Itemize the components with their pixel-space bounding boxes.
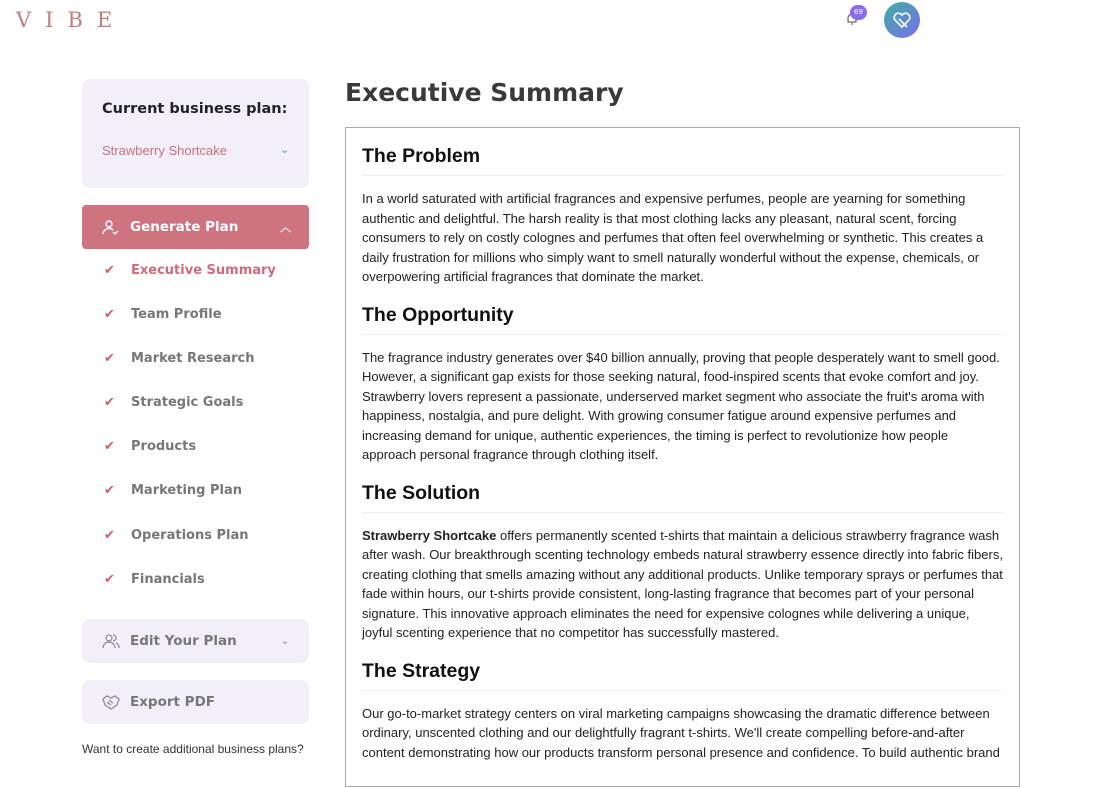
handshake-icon [102, 694, 120, 710]
edit-your-plan-button[interactable]: Edit Your Plan ⌄ [82, 619, 309, 663]
current-plan-card [82, 79, 309, 188]
section-body: The fragrance industry generates over $40 billion annually, proving that people desperately want to smell good. However, a significant gap exists for those seeking natural, food-inspired scents that evoke comfort and joy. Strawberry lovers represent a passionate, underserved market segment who associate the fruit's aroma with happiness, nostalgia, and pure delight. With growing consumer fatigue around expensive perfumes and increasing demand for unique, authentic experiences, the timing is perfect to revolutionize how people approach personal fragrance through clothing itself. [362, 349, 1000, 462]
product-name: Strawberry Shortcake [362, 527, 497, 543]
nav-executive-summary[interactable]: ✔ Executive Summary [104, 263, 276, 278]
section-body: In a world saturated with artificial fragrances and expensive perfumes, people are yearning for something authentic and delightful. The harsh reality is that most clothing lacks any pleasant, natural scent, forcing consumers to rely on costly colognes and perfumes that often feel overwhelming or synthetic. This creates a daily frustration for millions who simply want to smell naturally wonderful without the expense, chemicals, or overpowering artificial fragrances that dominate the market. [362, 191, 984, 284]
nav-financials[interactable]: ✔ Financials [104, 572, 205, 587]
export-pdf-button[interactable]: Export PDF [82, 680, 309, 724]
check-icon: ✔ [104, 483, 115, 498]
check-icon: ✔ [104, 351, 115, 366]
section-heading: The Opportunity [362, 287, 1003, 335]
current-plan-label: Current business plan: [102, 101, 288, 117]
generate-plan-label: Generate Plan [130, 219, 239, 235]
nav-market-research[interactable]: ✔ Market Research [104, 351, 255, 366]
check-icon: ✔ [104, 395, 115, 410]
nav-strategic-goals[interactable]: ✔ Strategic Goals [104, 395, 244, 410]
nav-operations-plan[interactable]: ✔ Operations Plan [104, 528, 249, 543]
users-icon [102, 633, 120, 649]
vibe-logo[interactable]: VIBE [16, 8, 127, 32]
additional-plans-text: Want to create additional business plans? [82, 742, 304, 756]
section-heading: The Solution [362, 465, 1003, 513]
nav-products[interactable]: ✔ Products [104, 439, 197, 454]
chevron-down-icon[interactable]: ⌄ [280, 143, 290, 156]
generate-plan-button[interactable] [82, 205, 309, 249]
chevron-down-icon: ⌄ [280, 635, 289, 647]
section-body: Our go-to-market strategy centers on viral marketing campaigns showcasing the dramatic difference between ordinary, unscented clothing and our delightfully fragrant t-shirts. We'll create compelling before-and-after content demonstrating how our products transform personal presence and confidence. To build authentic brand [362, 705, 1000, 760]
check-icon: ✔ [104, 572, 115, 587]
document-content[interactable] [345, 127, 1020, 787]
page-title: Executive Summary [345, 78, 624, 107]
chevron-up-icon: ︿ [280, 221, 291, 234]
nav-team-profile[interactable]: ✔ Team Profile [104, 307, 222, 322]
section-heading: The Problem [362, 128, 1003, 176]
check-icon: ✔ [104, 263, 115, 278]
plan-select[interactable]: Strawberry Shortcake [102, 143, 227, 158]
section-body: Strawberry Shortcake offers permanently scented t-shirts that maintain a delicious strawberry fragrance wash after wash. Our breakthrough scenting technology embeds natural strawberry essence directly into fabric fibers, creating clothing that smells amazing without any additional products. Unlike temporary sprays or perfumes that fade within hours, our t-shirts provide consistent, long-lasting fragrance that becomes part of your personal signature. This innovative approach eliminates the need for expensive colognes while delivering a unique, joyful scenting experience that no competitor has successfully mastered. [362, 527, 1003, 640]
heart-icon [893, 12, 911, 28]
section-heading: The Strategy [362, 643, 1003, 691]
check-icon: ✔ [104, 307, 115, 322]
avatar[interactable] [884, 2, 920, 38]
notification-badge: 69 [850, 5, 867, 20]
nav-marketing-plan[interactable]: ✔ Marketing Plan [104, 483, 243, 498]
user-check-icon [102, 219, 120, 235]
check-icon: ✔ [104, 439, 115, 454]
check-icon: ✔ [104, 528, 115, 543]
